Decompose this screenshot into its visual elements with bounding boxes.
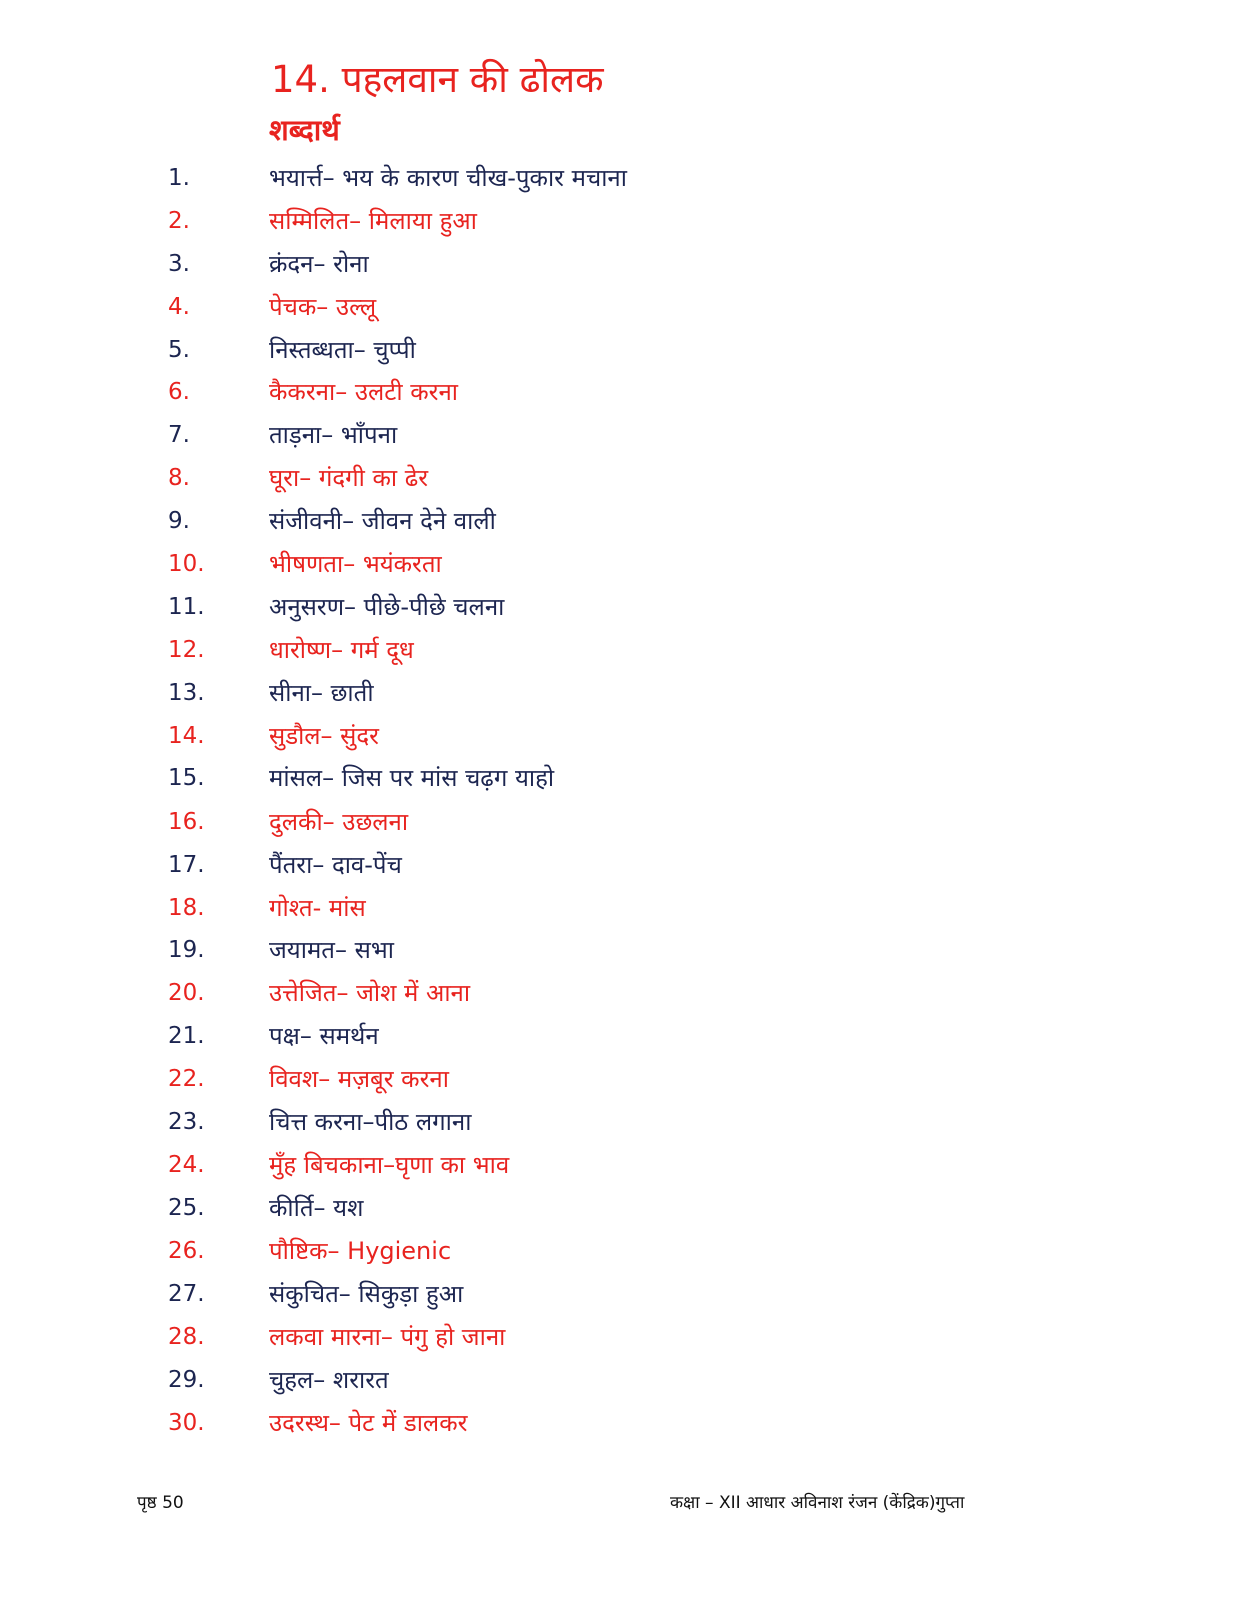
list-item <box>0 888 1000 928</box>
item-number: 1. <box>168 165 190 191</box>
item-text: गोश्त- मांस <box>269 894 366 922</box>
item-number: 27. <box>168 1281 205 1307</box>
list-item <box>0 1403 1000 1443</box>
item-text: क्रंदन– रोना <box>269 250 369 278</box>
list-item <box>0 287 1000 327</box>
section-heading: शब्दार्थ <box>269 113 340 147</box>
item-number: 5. <box>168 337 190 363</box>
item-text: सीना– छाती <box>269 679 374 707</box>
list-item <box>0 1317 1000 1357</box>
item-number: 28. <box>168 1324 205 1350</box>
list-item <box>0 716 1000 756</box>
list-item <box>0 758 1000 798</box>
list-item <box>0 673 1000 713</box>
item-number: 12. <box>168 637 205 663</box>
list-item <box>0 930 1000 970</box>
footer-credit: कक्षा – XII आधार अविनाश रंजन (केंद्रिक)गुप्ता <box>670 1493 965 1513</box>
item-number: 17. <box>168 852 205 878</box>
item-text: संजीवनी– जीवन देने वाली <box>269 507 496 535</box>
list-item <box>0 330 1000 370</box>
item-text: उत्तेजित– जोश में आना <box>269 979 471 1007</box>
item-text: कैकरना– उलटी करना <box>269 378 458 406</box>
item-number: 6. <box>168 379 190 405</box>
item-text: निस्तब्धता– चुप्पी <box>269 336 416 364</box>
item-text: पेचक– उल्लू <box>269 293 377 321</box>
list-item <box>0 501 1000 541</box>
item-number: 29. <box>168 1367 205 1393</box>
item-number: 26. <box>168 1238 205 1264</box>
item-text: संकुचित– सिकुड़ा हुआ <box>269 1280 464 1308</box>
item-text: ताड़ना– भाँपना <box>269 421 398 449</box>
item-text: उदरस्थ– पेट में डालकर <box>269 1409 468 1437</box>
item-text: लकवा मारना– पंगु हो जाना <box>269 1323 506 1351</box>
item-text: दुलकी– उछलना <box>269 808 409 836</box>
item-number: 19. <box>168 937 205 963</box>
item-number: 24. <box>168 1152 205 1178</box>
list-item <box>0 415 1000 455</box>
item-text: विवश– मज़बूर करना <box>269 1065 449 1093</box>
item-text: भयार्त्त– भय के कारण चीख-पुकार मचाना <box>269 164 627 192</box>
list-item <box>0 1274 1000 1314</box>
list-item <box>0 1016 1000 1056</box>
item-text: चित्त करना–पीठ लगाना <box>269 1108 472 1136</box>
item-text: सम्मिलित– मिलाया हुआ <box>269 207 477 235</box>
item-text: पक्ष– समर्थन <box>269 1022 379 1050</box>
list-item <box>0 973 1000 1013</box>
item-number: 2. <box>168 208 190 234</box>
list-item <box>0 458 1000 498</box>
list-item <box>0 1188 1000 1228</box>
item-number: 8. <box>168 465 190 491</box>
item-number: 10. <box>168 551 205 577</box>
item-number: 7. <box>168 422 190 448</box>
item-number: 20. <box>168 980 205 1006</box>
item-number: 22. <box>168 1066 205 1092</box>
page-title: 14. पहलवान की ढोलक <box>271 58 604 101</box>
list-item <box>0 1231 1000 1271</box>
item-number: 4. <box>168 294 190 320</box>
item-text: धारोष्ण– गर्म दूध <box>269 636 414 664</box>
item-number: 15. <box>168 765 205 791</box>
item-number: 16. <box>168 809 205 835</box>
list-item <box>0 630 1000 670</box>
list-item <box>0 1059 1000 1099</box>
item-number: 18. <box>168 895 205 921</box>
list-item <box>0 587 1000 627</box>
list-item <box>0 1102 1000 1142</box>
item-text: भीषणता– भयंकरता <box>269 550 442 578</box>
item-number: 21. <box>168 1023 205 1049</box>
list-item <box>0 1360 1000 1400</box>
item-text: चुहल– शरारत <box>269 1366 389 1394</box>
item-number: 30. <box>168 1410 205 1436</box>
list-item <box>0 201 1000 241</box>
list-item <box>0 158 1000 198</box>
item-text: घूरा– गंदगी का ढेर <box>269 464 429 492</box>
item-text: पौष्टिक– Hygienic <box>269 1237 452 1265</box>
item-text: कीर्ति– यश <box>269 1194 364 1222</box>
list-item <box>0 372 1000 412</box>
item-text: पैंतरा– दाव-पेंच <box>269 851 402 879</box>
item-number: 11. <box>168 594 205 620</box>
list-item <box>0 845 1000 885</box>
item-text: सुडौल– सुंदर <box>269 722 379 750</box>
item-number: 3. <box>168 251 190 277</box>
list-item <box>0 544 1000 584</box>
item-number: 14. <box>168 723 205 749</box>
item-number: 9. <box>168 508 190 534</box>
item-number: 13. <box>168 680 205 706</box>
page-number: पृष्ठ 50 <box>137 1493 184 1513</box>
list-item <box>0 244 1000 284</box>
item-text: जयामत– सभा <box>269 936 394 964</box>
list-item <box>0 1145 1000 1185</box>
item-number: 23. <box>168 1109 205 1135</box>
list-item <box>0 802 1000 842</box>
item-number: 25. <box>168 1195 205 1221</box>
item-text: मुँह बिचकाना–घृणा का भाव <box>269 1151 510 1179</box>
item-text: मांसल– जिस पर मांस चढ़ग याहो <box>269 764 555 792</box>
item-text: अनुसरण– पीछे-पीछे चलना <box>269 593 505 621</box>
